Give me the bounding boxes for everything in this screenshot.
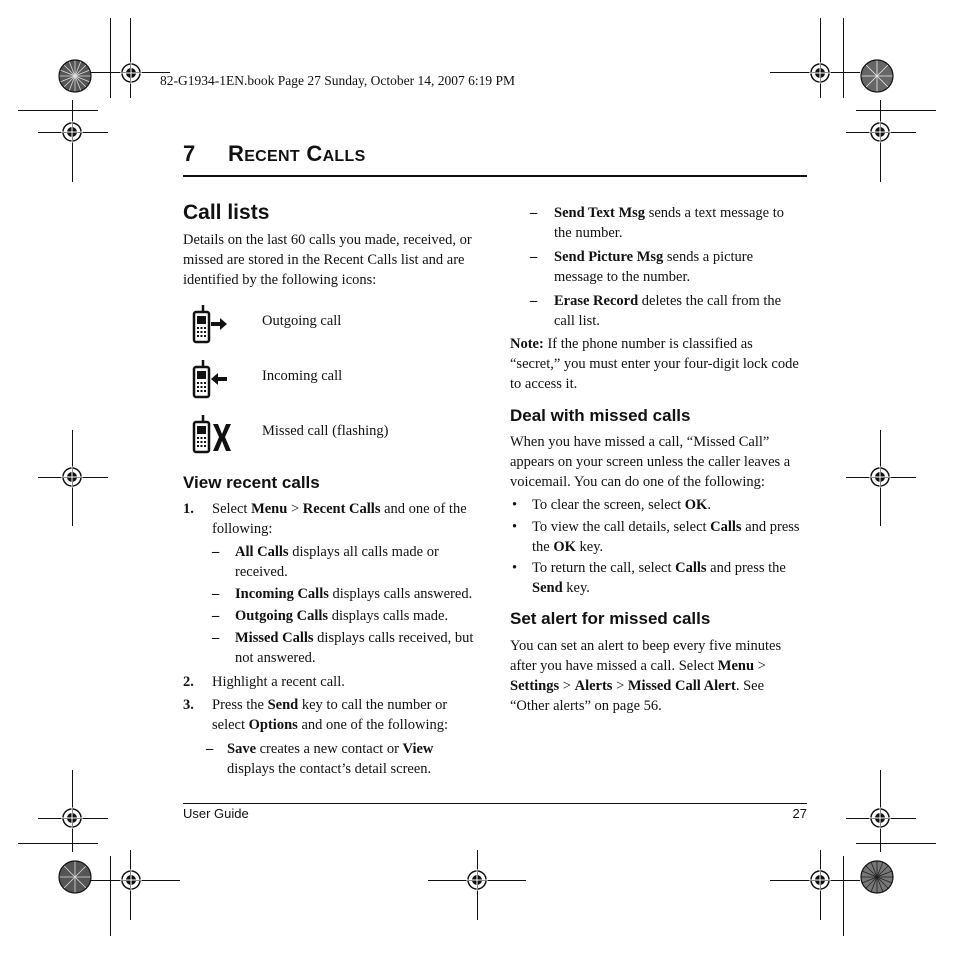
call-lists-intro: [183, 230, 488, 290]
step-line: [212, 695, 497, 715]
text: creates a new contact or: [256, 741, 403, 757]
dash-marker: –: [212, 630, 220, 646]
footer-rule: [183, 803, 807, 804]
key-term: OK: [684, 497, 708, 513]
registration-target-icon: [61, 121, 83, 143]
menu-term: Recent Calls: [302, 501, 381, 517]
missed-call-icon: [190, 414, 234, 456]
bullet-view-details: [532, 517, 812, 557]
text: Press the: [212, 697, 268, 713]
text: select: [212, 717, 249, 733]
registration-target-icon: [869, 807, 891, 829]
text: key to call the number or: [298, 697, 448, 713]
sub-item-incoming-calls: [235, 584, 495, 604]
text: >: [612, 678, 628, 694]
sub-line: [235, 606, 495, 626]
sub-item-send-picture-msg: [554, 247, 809, 287]
menu-term: Menu: [717, 658, 755, 674]
registration-target-icon: [61, 466, 83, 488]
bullet-line: [532, 517, 812, 537]
paragraph-line: [510, 676, 810, 696]
note-label: Note:: [510, 336, 544, 352]
print-header: 82-G1934-1EN.book Page 27 Sunday, October 14, 2007 6:19 PM: [160, 73, 515, 88]
sub-line: the number.: [554, 225, 623, 241]
text: and one of the following:: [297, 717, 449, 733]
paragraph-line: When you have missed a call, “Missed Call”: [510, 434, 770, 450]
text: .: [707, 497, 711, 513]
menu-term: All Calls: [235, 544, 289, 560]
page-number: 27: [792, 806, 807, 821]
sub-line: [235, 628, 497, 648]
bullet-clear-screen: [532, 495, 812, 515]
text: If the phone number is classified as: [543, 336, 753, 352]
sub-line: call list.: [554, 313, 600, 329]
step-line: following:: [212, 521, 273, 537]
menu-term: Calls: [710, 519, 742, 535]
text: displays calls made.: [328, 608, 449, 624]
paragraph-line: missed are stored in the Recent Calls list and are: [183, 252, 465, 268]
bullet-marker: •: [512, 519, 518, 535]
text: >: [559, 678, 575, 694]
menu-term: Alerts: [574, 678, 613, 694]
starburst-wheel-icon: [860, 59, 894, 93]
text: To return the call, select: [532, 560, 676, 576]
section-heading-set-alert: Set alert for missed calls: [510, 609, 711, 628]
sub-line: received.: [235, 564, 288, 580]
text: displays all calls made or: [288, 544, 439, 560]
outgoing-call-icon: [190, 304, 230, 346]
text: and press the: [706, 560, 786, 576]
chapter-title-smallcaps: ALLS: [322, 148, 366, 165]
icon-label-outgoing: Outgoing call: [262, 313, 342, 329]
bullet-marker: •: [512, 560, 518, 576]
text: Select: [212, 501, 252, 517]
section-heading-deal-with-missed-calls: Deal with missed calls: [510, 406, 691, 425]
text: the: [532, 539, 554, 555]
text: To view the call details, select: [532, 519, 711, 535]
bullet-line: [532, 537, 812, 557]
registration-target-icon: [61, 807, 83, 829]
menu-term: Save: [227, 741, 256, 757]
note-paragraph: [510, 334, 810, 394]
icon-label-missed: Missed call (flashing): [262, 423, 389, 439]
sub-item-all-calls: [235, 542, 490, 582]
text: sends a picture: [663, 249, 754, 265]
paragraph-line: You can set an alert to beep every five minutes: [510, 638, 782, 654]
footer-title: User Guide: [183, 806, 249, 821]
sub-line: not answered.: [235, 650, 316, 666]
step-number: 2.: [183, 674, 194, 690]
paragraph-line: identified by the following icons:: [183, 272, 377, 288]
registration-target-icon: [466, 869, 488, 891]
registration-target-icon: [809, 62, 831, 84]
text: after you have missed a call. Select: [510, 658, 718, 674]
incoming-call-icon: [190, 359, 230, 401]
dash-marker: –: [530, 249, 538, 265]
text: displays calls received, but: [313, 630, 474, 646]
key-term: OK: [553, 539, 576, 555]
chapter-title: [228, 141, 366, 167]
bullet-line: [532, 578, 812, 598]
text: >: [287, 501, 303, 517]
section-heading-view-recent-calls: View recent calls: [183, 473, 320, 492]
menu-term: Options: [248, 717, 298, 733]
note-line: to access it.: [510, 376, 578, 392]
chapter-heading: [183, 141, 807, 177]
menu-term: Outgoing Calls: [235, 608, 329, 624]
starburst-wheel-icon: [58, 59, 92, 93]
key-term: Send: [267, 697, 299, 713]
step-1: [212, 499, 492, 539]
text: deletes the call from the: [638, 293, 782, 309]
sub-line: [235, 542, 490, 562]
sub-item-erase-record: [554, 291, 809, 331]
sub-line: [227, 739, 492, 759]
paragraph-line: [510, 656, 810, 676]
menu-term: View: [402, 741, 434, 757]
paragraph-line: “Other alerts” on page 56.: [510, 698, 662, 714]
menu-term: Missed Call Alert: [627, 678, 736, 694]
text: sends a text message to: [645, 205, 784, 221]
bullet-line: [532, 495, 812, 515]
step-line: [212, 499, 492, 519]
paragraph-line: Details on the last 60 calls you made, received, or: [183, 232, 472, 248]
sub-line: message to the number.: [554, 269, 691, 285]
text: key.: [575, 539, 604, 555]
starburst-wheel-icon: [860, 860, 894, 894]
step-3: [212, 695, 497, 735]
menu-term: Calls: [675, 560, 707, 576]
menu-term: Send Text Msg: [554, 205, 646, 221]
deal-missed-intro: [510, 432, 810, 492]
bullet-line: [532, 558, 812, 578]
step-line: [212, 715, 497, 735]
sub-line: displays the contact’s detail screen.: [227, 761, 432, 777]
sub-line: [554, 203, 809, 223]
dash-marker: –: [212, 586, 220, 602]
registration-target-icon: [120, 869, 142, 891]
chapter-title-initial: R: [228, 141, 245, 166]
menu-term: Send Picture Msg: [554, 249, 664, 265]
menu-term: Missed Calls: [235, 630, 314, 646]
dash-marker: –: [530, 205, 538, 221]
sub-item-save-view: [227, 739, 492, 779]
sub-line: [235, 584, 495, 604]
note-line: “secret,” you must enter your four-digit lock code: [510, 356, 799, 372]
registration-target-icon: [869, 466, 891, 488]
sub-item-send-text-msg: [554, 203, 809, 243]
sub-line: [554, 247, 809, 267]
step-number: 3.: [183, 697, 194, 713]
step-number: 1.: [183, 501, 194, 517]
dash-marker: –: [530, 293, 538, 309]
dash-marker: –: [206, 741, 214, 757]
starburst-wheel-icon: [58, 860, 92, 894]
chapter-number: 7: [183, 141, 196, 166]
text: and press: [741, 519, 800, 535]
text: To clear the screen, select: [532, 497, 685, 513]
menu-term: Menu: [251, 501, 288, 517]
paragraph-line: voicemail. You can do one of the following:: [510, 474, 765, 490]
dash-marker: –: [212, 608, 220, 624]
paragraph-line: appears on your screen unless the caller leaves a: [510, 454, 791, 470]
sub-item-outgoing-calls: [235, 606, 495, 626]
menu-term: Erase Record: [554, 293, 639, 309]
text: key.: [562, 580, 590, 596]
text: . See: [735, 678, 764, 694]
dash-marker: –: [212, 544, 220, 560]
section-heading-call-lists: Call lists: [183, 201, 270, 224]
step-2: Highlight a recent call.: [212, 674, 345, 690]
key-term: Send: [532, 580, 563, 596]
note-line: [510, 334, 810, 354]
text: and one of the: [380, 501, 467, 517]
set-alert-paragraph: [510, 636, 810, 716]
text: >: [754, 658, 766, 674]
bullet-marker: •: [512, 497, 518, 513]
registration-target-icon: [809, 869, 831, 891]
chapter-title-smallcaps: ECENT: [244, 148, 300, 165]
chapter-title-initial: C: [306, 141, 323, 166]
menu-term: Incoming Calls: [235, 586, 329, 602]
registration-target-icon: [869, 121, 891, 143]
bullet-return-call: [532, 558, 812, 598]
menu-term: Settings: [510, 678, 560, 694]
registration-target-icon: [120, 62, 142, 84]
icon-label-incoming: Incoming call: [262, 368, 343, 384]
sub-line: [554, 291, 809, 311]
text: displays calls answered.: [328, 586, 473, 602]
sub-item-missed-calls: [235, 628, 497, 668]
